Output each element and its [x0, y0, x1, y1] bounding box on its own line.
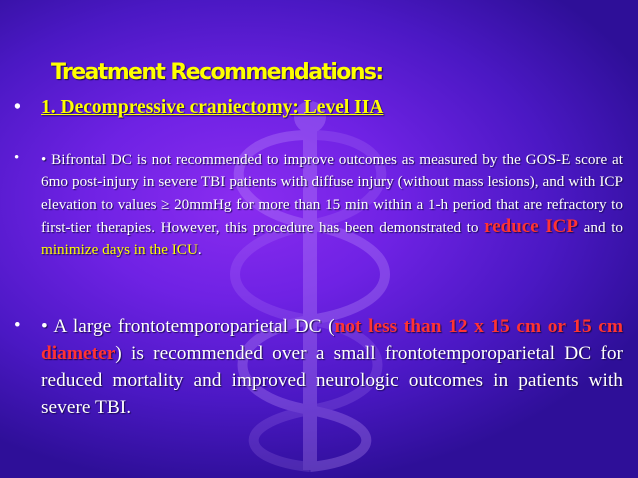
paragraph-1-suffix: .	[197, 241, 202, 259]
slide-title: Treatment Recommendations:	[51, 60, 383, 85]
bullet-dot: •	[14, 150, 20, 166]
heading-text: 1. Decompressive craniectomy: Level IIA	[41, 97, 384, 118]
paragraph-2-text	[41, 313, 623, 421]
bullet-dot: •	[14, 97, 21, 118]
paragraph-1-middle: and to	[583, 218, 624, 236]
paragraph-1-highlight: minimize days in the ICU	[41, 241, 198, 259]
paragraph-1-text	[41, 149, 623, 261]
paragraph-2-emphasis: not less than 12 x 15 cm or 15 cm diameter	[41, 316, 623, 364]
paragraph-1-prefix: • Bifrontal DC is not recommended to improve outcomes as measured by the GOS-E score at 6mo post-injury in severe TBI patients with diffuse injury (without mass lesions), and with ICP elevation to values ≥ 20mmHg for more than 15 min within a 1-h period that are refractory to first-tier therapies. However, this procedure has been demonstrated to	[41, 151, 623, 236]
bullet-dot: •	[14, 315, 21, 336]
paragraph-1-emphasis: reduce ICP	[484, 215, 578, 237]
paragraph-2-prefix: • A large frontotemporoparietal DC (	[41, 316, 335, 337]
paragraph-2-suffix: ) is recommended over a small frontotemporoparietal DC for reduced mortality and improved neurologic outcomes in patients with severe TBI.	[41, 343, 623, 418]
